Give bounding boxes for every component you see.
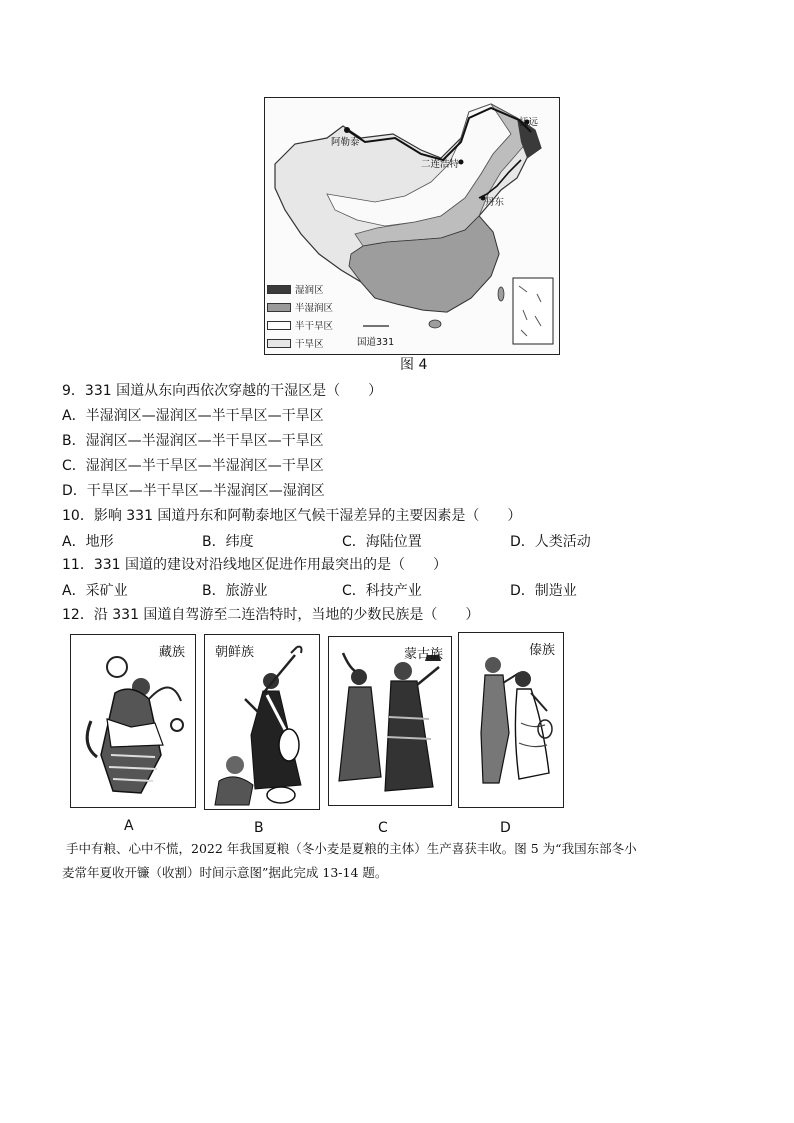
mongolian-dancers-illustration xyxy=(329,637,451,805)
question-10-option-c: C．海陆位置 xyxy=(342,534,422,550)
question-10-stem: 10．影响 331 国道丹东和阿勒泰地区气候干湿差异的主要因素是（ ） xyxy=(62,508,522,524)
question-9-option-d: D．干旱区—半干旱区—半湿润区—湿润区 xyxy=(62,483,325,499)
question-11-option-b: B．旅游业 xyxy=(202,583,268,599)
dai-dancers-illustration xyxy=(459,633,563,807)
legend-humid-swatch xyxy=(267,285,291,294)
ethnic-card-c xyxy=(328,636,452,806)
tibetan-dancer-illustration xyxy=(71,635,195,807)
question-11-stem: 11．331 国道的建设对沿线地区促进作用最突出的是（ ） xyxy=(62,557,447,573)
ethnic-card-a-letter: A xyxy=(124,818,134,834)
south-china-sea-inset xyxy=(513,278,553,344)
ethnic-card-d-label: 傣族 xyxy=(528,643,555,658)
question-11-option-c: C．科技产业 xyxy=(342,583,422,599)
altay-city-dot xyxy=(344,127,350,133)
ethnic-card-c-label: 蒙古族 xyxy=(403,647,443,662)
legend-semi-humid xyxy=(267,300,333,314)
map-label-altay: 阿勒泰 xyxy=(331,137,360,148)
legend-arid-swatch xyxy=(267,339,291,348)
passage-line-1: 手中有粮、心中不慌，2022 年我国夏粮（冬小麦是夏粮的主体）生产喜获丰收。图 5 为“我国东部冬小 xyxy=(66,841,637,856)
ethnic-card-d xyxy=(458,632,564,808)
legend-semi-arid-swatch xyxy=(267,321,291,330)
legend-arid xyxy=(267,336,324,350)
legend-semi-arid xyxy=(267,318,333,332)
ethnic-card-b xyxy=(204,634,320,810)
climate-map-figure xyxy=(264,97,560,355)
taiwan-island xyxy=(498,287,504,301)
ethnic-card-b-letter: B xyxy=(254,820,264,836)
legend-humid xyxy=(267,282,324,296)
legend-arid-label: 干旱区 xyxy=(295,339,324,350)
question-11-option-a: A．采矿业 xyxy=(62,583,128,599)
legend-humid-label: 湿润区 xyxy=(295,285,324,296)
hainan-island xyxy=(429,320,441,328)
map-label-erenhot: 二连浩特 xyxy=(421,159,460,170)
ethnic-card-d-letter: D xyxy=(500,820,511,836)
legend-semi-humid-label: 半湿润区 xyxy=(295,303,334,314)
korean-dancer-illustration xyxy=(205,635,319,809)
ethnic-card-a-label: 藏族 xyxy=(158,645,185,660)
map-label-road: 国道331 xyxy=(357,337,395,348)
ethnic-card-b-label: 朝鲜族 xyxy=(215,645,255,660)
legend-semi-arid-label: 半干旱区 xyxy=(295,321,334,332)
question-9-stem: 9．331 国道从东向西依次穿越的干湿区是（ ） xyxy=(62,383,383,399)
question-10-option-b: B．纬度 xyxy=(202,534,254,550)
question-9-option-a: A．半湿润区—湿润区—半干旱区—干旱区 xyxy=(62,408,324,424)
passage-line-2: 麦常年夏收开镰（收割）时间示意图”据此完成 13-14 题。 xyxy=(62,865,388,880)
ethnic-card-c-letter: C xyxy=(378,820,388,836)
legend-semi-humid-swatch xyxy=(267,303,291,312)
map-legend xyxy=(267,282,351,354)
question-10-option-a: A．地形 xyxy=(62,534,114,550)
question-9-option-b: B．湿润区—半湿润区—半干旱区—干旱区 xyxy=(62,433,324,449)
question-11-options xyxy=(62,580,662,600)
question-12-stem: 12．沿 331 国道自驾游至二连浩特时，当地的少数民族是（ ） xyxy=(62,607,480,623)
question-10-options xyxy=(62,531,662,551)
map-label-dandong: 丹东 xyxy=(485,197,505,208)
ethnic-card-a xyxy=(70,634,196,808)
map-label-fuyuan: 抚远 xyxy=(519,117,539,128)
figure-caption: 图 4 xyxy=(400,357,428,373)
erenhot-city-dot xyxy=(459,160,464,165)
question-9-option-c: C．湿润区—半干旱区—半湿润区—干旱区 xyxy=(62,458,324,474)
question-11-option-d: D．制造业 xyxy=(510,583,577,599)
question-10-option-d: D．人类活动 xyxy=(510,534,591,550)
